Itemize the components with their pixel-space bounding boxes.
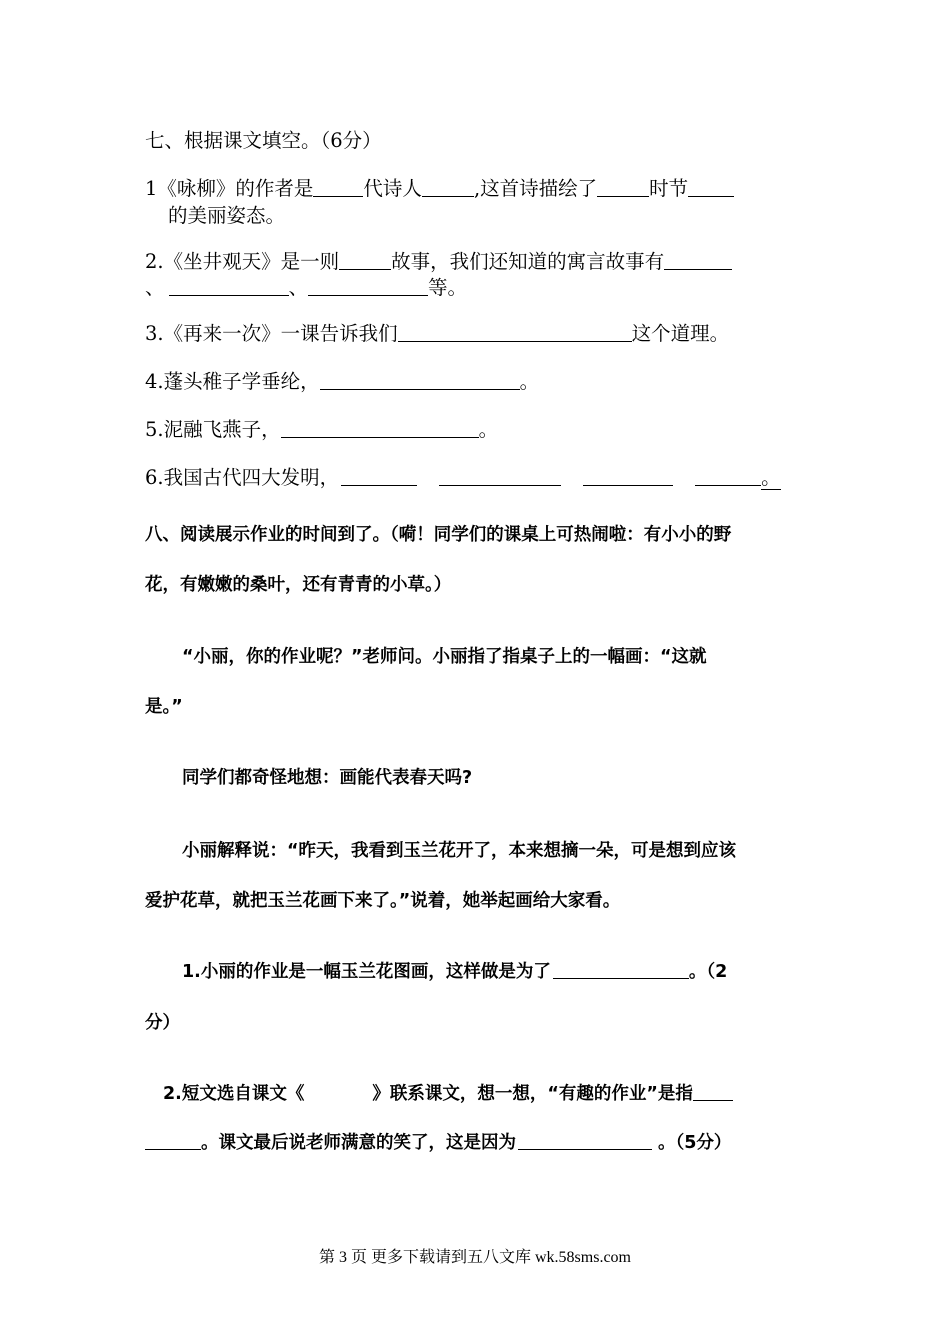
section7-q3: 3.《再来一次》一课告诉我们 这个道理。 (145, 322, 730, 345)
blank[interactable] (695, 466, 761, 487)
blank[interactable] (583, 466, 673, 487)
page-footer: 第 3 页 更多下载请到五八文库 wk.58sms.com (318, 1249, 631, 1266)
blank[interactable] (688, 177, 734, 198)
blank[interactable] (664, 250, 732, 271)
blank[interactable] (281, 418, 479, 439)
blank[interactable] (308, 276, 428, 297)
section8-title-line1: 八、阅读展示作业的时间到了。（嗬！同学们的课桌上可热闹啦：有小小的野 (145, 525, 732, 545)
blank[interactable] (341, 466, 417, 487)
blank[interactable] (398, 322, 632, 343)
blank[interactable] (320, 370, 520, 391)
section8-p1-line1: “小丽，你的作业呢？”老师问。小丽指了指桌子上的一幅画：“这就 (182, 647, 707, 667)
blank[interactable] (145, 1132, 201, 1151)
blank[interactable] (553, 961, 689, 980)
section7-q5: 5.泥融飞燕子， 。 (145, 418, 499, 441)
blank[interactable] (313, 177, 363, 198)
section8-q1-line1: 1.小丽的作业是一幅玉兰花图画，这样做是为了 。（2 (182, 962, 728, 982)
section8-p1-line2: 是。” (145, 697, 183, 717)
section8-title-line2: 花，有嫩嫩的桑叶，还有青青的小草。） (145, 575, 452, 595)
section7-title: 七、根据课文填空。（6分） (145, 129, 382, 152)
blank[interactable] (439, 466, 561, 487)
section8-p3-line2: 爱护花草，就把玉兰花画下来了。”说着，她举起画给大家看。 (145, 891, 621, 911)
section8-q2-line2: 。课文最后说老师满意的笑了，这是因为 。（5分） (145, 1129, 731, 1154)
section8-p3-line1: 小丽解释说：“昨天，我看到玉兰花开了，本来想摘一朵，可是想到应该 (182, 841, 736, 861)
section7-q1-line1: 1《咏柳》的作者是 代诗人 ,这首诗描绘了 时节 (145, 173, 734, 201)
section7-q1-line2: 的美丽姿态。 (168, 204, 286, 227)
section7-q2-line1: 2.《坐井观天》是一则 故事，我们还知道的寓言故事有 (145, 246, 732, 274)
blank[interactable] (693, 1083, 733, 1102)
blank[interactable] (518, 1132, 652, 1151)
section8-p2: 同学们都奇怪地想：画能代表春天吗? (182, 768, 473, 788)
section8-q1-line2: 分） (145, 1013, 180, 1033)
blank[interactable] (169, 276, 289, 297)
section7-q2-line2: 、 、 等。 (145, 276, 468, 299)
blank[interactable] (422, 177, 474, 198)
blank[interactable] (597, 177, 649, 198)
section7-q4: 4.蓬头稚子学垂纶， 。 (145, 370, 540, 393)
section7-q6: 6.我国古代四大发明， 。 (145, 466, 781, 489)
blank[interactable] (339, 250, 391, 271)
section8-q2-line1: 2.短文选自课文《 》联系课文，想一想，“有趣的作业”是指 (163, 1080, 733, 1105)
